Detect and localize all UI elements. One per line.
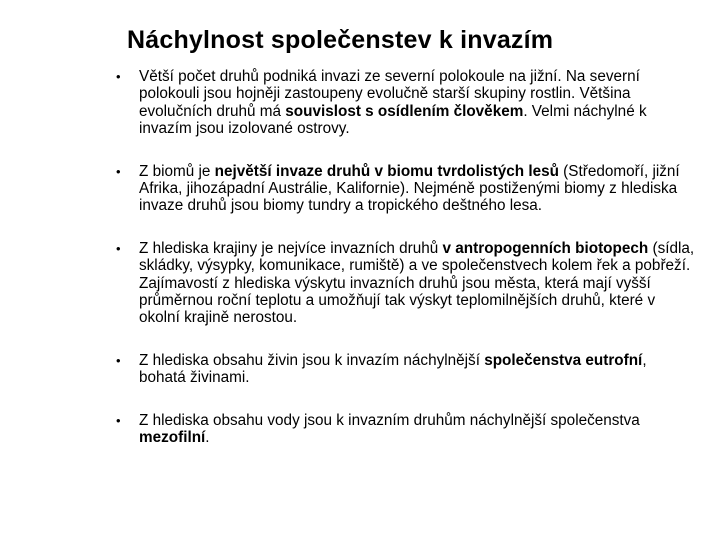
bullet-text <box>139 412 640 446</box>
bullet-text <box>139 163 680 215</box>
text-run: (sídla, skládky, výsypky, komunikace, rumiště) a ve společenstvech kolem řek a pobřeží. Zajímavostí z hlediska výskytu invazních druhů jsou města, která mají vyšší průměrnou roční teplotu a umožňují tak výskyt teplomilnějších druhů, které v okolní krajině nerostou. <box>139 239 695 327</box>
bullet-item <box>116 68 696 138</box>
bullet-item <box>116 240 696 327</box>
text-run: , bohatá živinami. <box>139 351 647 387</box>
text-run-bold: v antropogenních biotopech <box>442 239 649 257</box>
bullet-marker: • <box>116 69 121 84</box>
text-run: Z hlediska krajiny je nejvíce invazních druhů <box>139 239 443 257</box>
bullet-item <box>116 352 696 387</box>
bullet-item <box>116 163 696 215</box>
text-run: . <box>205 429 210 447</box>
text-run: Větší počet druhů podniká invazi ze severní polokoule na jižní. Na severní polokouli jsou hojněji zastoupeny evolučně starší skupiny rostlin. Většina evolučních druhů má <box>139 68 640 120</box>
bullet-marker: • <box>116 352 121 368</box>
text-run: Z biomů je <box>139 162 215 180</box>
bullet-text <box>139 352 647 386</box>
text-run-bold: souvislost s osídlením člověkem <box>285 102 524 120</box>
text-run-bold: mezofilní <box>139 429 206 447</box>
slide-title: Náchylnost společenstev k invazím <box>127 26 554 54</box>
text-run-bold: největší invaze druhů v biomu tvrdolistých lesů <box>214 162 559 180</box>
bullet-text <box>139 240 694 327</box>
bullet-item <box>116 412 696 447</box>
bullet-text <box>139 68 647 137</box>
text-run: (Středomoří, jižní Afrika, jihozápadní Austrálie, Kalifornie). Nejméně postiženými biomy z hlediska invaze druhů jsou biomy tundry a tropického deštného lesa. <box>139 162 680 215</box>
bullet-marker: • <box>116 240 121 256</box>
text-run-bold: společenstva eutrofní <box>484 351 643 369</box>
bullet-marker: • <box>116 163 121 179</box>
text-run: . Velmi náchylné k invazím jsou izolované ostrovy. <box>139 102 647 138</box>
bullet-marker: • <box>116 412 121 428</box>
bullet-list <box>116 68 696 472</box>
text-run: Z hlediska obsahu vody jsou k invazním druhům náchylnější společenstva <box>139 411 640 429</box>
text-run: Z hlediska obsahu živin jsou k invazím náchylnější <box>139 351 485 369</box>
